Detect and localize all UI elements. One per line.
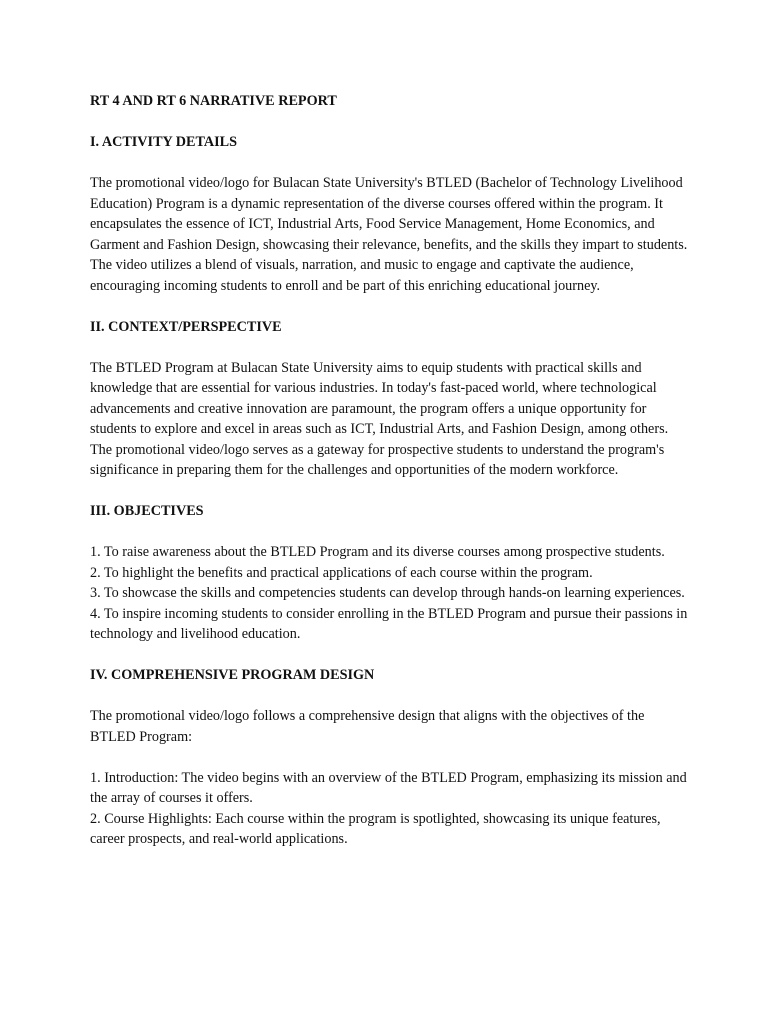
section-heading-objectives: III. OBJECTIVES [90, 503, 204, 519]
document-page [90, 91, 690, 850]
list-item: 1. To raise awareness about the BTLED Program and its diverse courses among prospective students. [90, 544, 665, 560]
list-item: 4. To inspire incoming students to consider enrolling in the BTLED Program and pursue their passions in technology and livelihood education. [90, 605, 688, 642]
list-item: 2. Course Highlights: Each course within the program is spotlighted, showcasing its unique features, career prospects, and real-world applications. [90, 810, 661, 847]
program-design-list [90, 768, 690, 850]
objectives-list [90, 542, 690, 645]
document-title: RT 4 AND RT 6 NARRATIVE REPORT [90, 93, 337, 109]
section-heading-activity-details: I. ACTIVITY DETAILS [90, 134, 238, 150]
list-item: 2. To highlight the benefits and practical applications of each course within the program. [90, 564, 593, 581]
list-item: 3. To showcase the skills and competencies students can develop through hands-on learning experiences. [90, 585, 685, 601]
context-perspective-paragraph: The BTLED Program at Bulacan State University aims to equip students with practical skills and knowledge that are essential for various industries. In today's fast-paced world, where technological advancements and creative innovation are paramount, the program offers a unique opportunity for students to explore and excel in areas such as ICT, Industrial Arts, and Fashion Design, among others. The promotional video/logo serves as a gateway for prospective students to understand the program's significance in preparing them for the challenges and opportunities of the modern workforce. [90, 359, 669, 478]
list-item: 1. Introduction: The video begins with an overview of the BTLED Program, emphasizing its mission and the array of courses it offers. [90, 769, 687, 806]
section-heading-context-perspective: II. CONTEXT/PERSPECTIVE [90, 318, 282, 335]
program-design-paragraph: The promotional video/logo follows a comprehensive design that aligns with the objectives of the BTLED Program: [90, 708, 645, 745]
activity-details-paragraph: The promotional video/logo for Bulacan State University's BTLED (Bachelor of Technology Livelihood Education) Program is a dynamic representation of the diverse courses offered within the program. It encapsulates the essence of ICT, Industrial Arts, Food Service Management, Home Economics, and Garment and Fashion Design, showcasing their relevance, benefits, and the skills they impart to students. The video utilizes a blend of visuals, narration, and music to engage and captivate the audience, encouraging incoming students to enroll and be part of this enriching educational journey. [90, 175, 688, 294]
section-heading-program-design: IV. COMPREHENSIVE PROGRAM DESIGN [90, 667, 375, 683]
